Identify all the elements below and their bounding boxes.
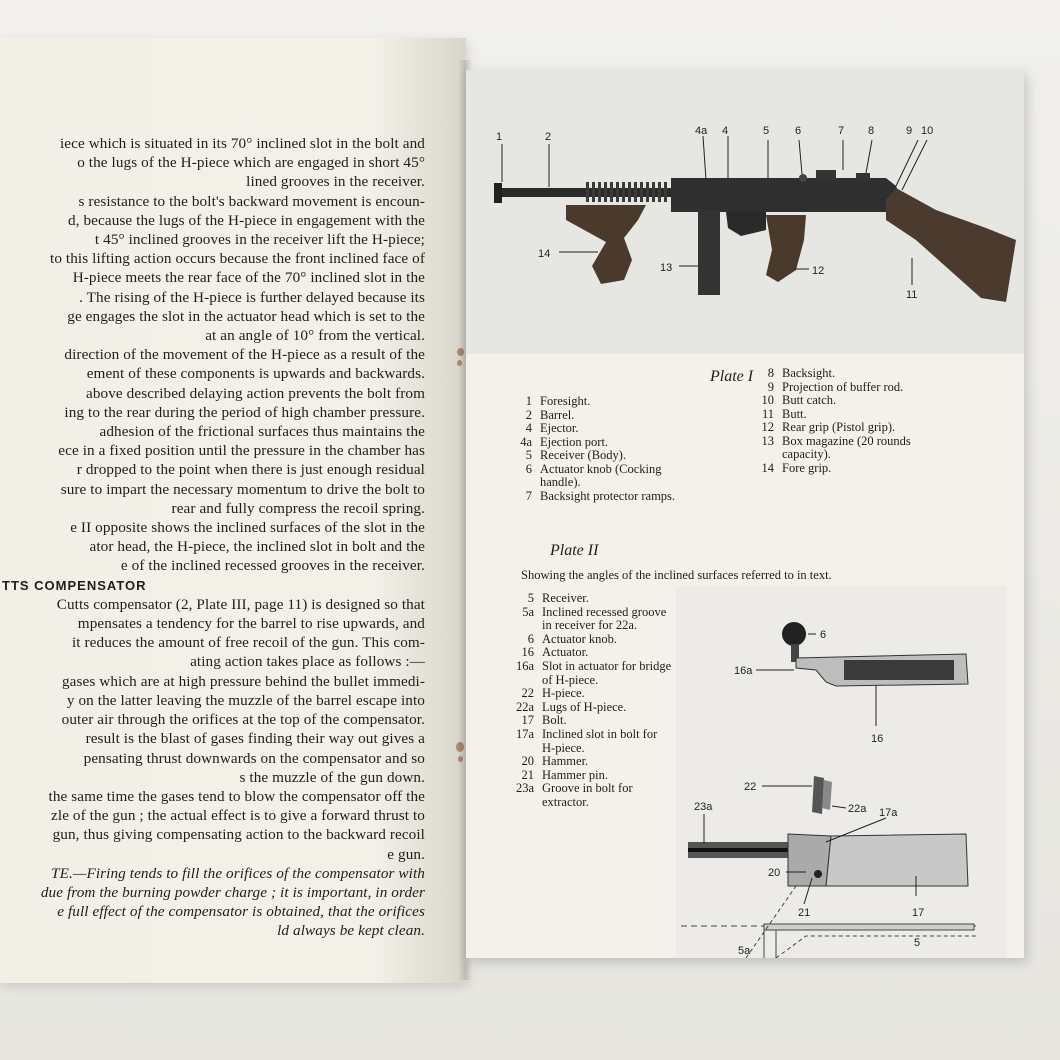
legend-number: 14 [761,460,774,475]
text-line: lined grooves in the receiver. [246,173,425,191]
plate-2-legend [506,591,672,810]
text-line: above described delaying action prevents the bolt from [86,384,425,402]
legend-number: 6 [525,461,532,476]
text-line: t 45° inclined grooves in the receiver lift the H-piece; [94,231,425,249]
text-line: Cutts compensator (2, Plate III, page 11) is designed so that [56,595,425,613]
legend-number: 2 [525,407,532,422]
diagram-callout-6: 6 [820,629,827,641]
text-line: e gun. [387,845,425,863]
legend-item [748,367,911,381]
legend-item [506,592,666,606]
legend-item [748,435,911,449]
photo-callout-7: 7 [838,125,845,137]
legend-number: 21 [521,767,534,782]
text-line: rear and fully compress the recoil spring. [171,499,425,517]
text-line: ece in a fixed position until the pressure in the chamber has [58,442,425,460]
legend-text: Inclined slot in bolt for H-piece. [542,726,658,755]
legend-item [748,408,911,422]
text-line: outer air through the orifices at the top of the compensator. [61,711,425,729]
legend-number: 11 [761,406,774,421]
diagram-callout-16a: 16a [734,665,753,677]
legend-item [506,769,666,783]
text-line: H-piece meets the rear face of the 70° inclined slot in the [72,269,425,287]
right-page [466,70,1024,958]
legend-text: Actuator. [542,645,589,660]
legend-number: 7 [525,488,532,503]
left-page [0,38,466,983]
diagram-callout-22a: 22a [848,803,867,815]
legend-number: 9 [767,379,774,394]
text-line: s the muzzle of the gun down. [239,768,425,786]
legend-number [506,476,540,490]
legend-text: H-piece. [542,686,585,701]
legend-number: 8 [767,366,774,380]
bolt-mechanism-diagram [676,586,1006,958]
text-line: to this lifting action occurs because the front inclined face of [50,250,425,268]
legend-item [506,714,666,728]
legend-item [506,728,666,755]
text-line: y on the latter leaving the muzzle of the barrel escape into [66,691,425,709]
legend-item [506,646,666,660]
legend-item [748,381,911,395]
photo-callout-10: 10 [921,125,934,137]
legend-item [506,755,666,769]
text-line: direction of the movement of the H-piece as a result of the [64,346,425,364]
legend-text: Ejector. [540,421,579,435]
text-line: TE.—Firing tends to fill the orifices of the compensator with [51,864,425,882]
legend-item [506,395,675,409]
diagram-callout-17: 17 [912,907,925,919]
text-line: ing to the rear during the period of high chamber pressure. [64,403,425,421]
legend-item [506,633,666,647]
text-line: r dropped to the point when there is just enough residual [76,461,425,479]
text-line: ge engages the slot in the actuator head which is set to the [67,307,425,325]
legend-item [506,658,672,687]
legend-text: Rear grip (Pistol grip). [782,420,896,434]
diagram-callout-22: 22 [744,781,757,793]
legend-text: Foresight. [540,394,591,408]
legend-text: Slot in actuator for bridge of H-piece. [542,658,672,687]
legend-number: 5a [522,604,534,619]
legend-item [748,462,911,476]
text-line: e II opposite shows the inclined surfaces of the slot in the [70,519,425,537]
text-line: zle of the gun ; the actual effect is to give a forward thrust to [51,807,425,825]
plate-1-title: Plate I [710,368,754,385]
legend-text: capacity). [782,447,831,461]
legend-number: 12 [761,420,774,434]
plate-1-legend-right [748,367,911,475]
legend-number: 17a [515,726,534,741]
photo-callout-13: 13 [660,262,673,274]
legend-text: Groove in bolt for extractor. [542,781,633,809]
photo-callout-2: 2 [545,131,552,143]
legend-text: Hammer pin. [542,767,608,782]
legend-text: Backsight protector ramps. [540,488,676,503]
plate-2-title: Plate II [550,542,599,559]
photo-callout-1: 1 [496,131,503,143]
text-line: iece which is situated in its 70° inclined slot in the bolt and [59,135,425,152]
diagram-callout-5a: 5a [738,945,751,957]
legend-number [748,448,782,462]
photo-callout-11: 11 [906,289,918,301]
text-line: due from the burning powder charge ; it is important, in order [40,883,425,901]
legend-text: Backsight. [782,366,836,380]
legend-number: 1 [525,394,532,408]
text-line: ator head, the H-piece, the inclined slot in bolt and the [89,538,425,556]
legend-item [748,394,911,408]
text-line: mpensates a tendency for the barrel to rise upwards, and [77,615,425,633]
left-page-body-text [0,134,425,941]
diagram-callout-20: 20 [768,867,781,879]
diagram-callout-21: 21 [798,907,811,919]
photo-callout-5: 5 [763,125,770,137]
legend-number: 16 [521,645,534,660]
legend-item [506,606,666,633]
text-line: . The rising of the H-piece is further delayed because its [79,288,425,306]
text-line: ating action takes place as follows :— [190,653,425,671]
legend-item [748,448,911,462]
text-line: gases which are at high pressure behind the bullet immedi- [61,672,425,690]
photo-callout-6: 6 [795,125,802,137]
photo-callout-4: 4 [722,125,729,137]
legend-item [506,701,666,715]
legend-item [506,422,675,436]
legend-item [506,476,675,490]
legend-text: Butt. [782,406,807,421]
legend-number: 5 [525,448,532,462]
legend-text: Inclined recessed groove in receiver for 22a. [542,604,667,633]
text-line: d, because the lugs of the H-piece in engagement with the [68,211,425,229]
text-line: sure to impart the necessary momentum to drive the bolt to [60,480,425,498]
legend-number: 10 [761,393,774,407]
photo-callout-4a: 4a [695,125,708,137]
legend-number: 22 [521,686,534,701]
legend-item [506,449,675,463]
diagram-callout-16: 16 [871,733,884,745]
legend-number: 20 [521,754,534,769]
diagram-callout-23a: 23a [694,801,713,813]
legend-text: Receiver (Body). [540,448,627,462]
text-line: gun, thus giving compensating action to the backward recoil [52,826,425,844]
legend-item [506,782,666,809]
legend-item [506,687,666,701]
legend-text: Box magazine (20 rounds [782,433,911,448]
legend-text: Projection of buffer rod. [782,379,904,394]
legend-item [748,421,911,435]
plate-2-caption: Showing the angles of the inclined surfaces referred to in text. [521,568,832,582]
legend-item [506,490,675,504]
legend-number: 6 [527,631,534,646]
photo-callout-14: 14 [538,248,551,260]
photo-callout-12: 12 [812,265,825,277]
text-line: pensating thrust downwards on the compensator and so [83,749,425,767]
legend-text: Actuator knob (Cocking [540,461,662,476]
legend-text: Bolt. [542,713,567,728]
photo-callout-9: 9 [906,125,913,137]
legend-number: 22a [515,699,534,714]
text-line: at an angle of 10° from the vertical. [205,327,425,345]
legend-text: Fore grip. [782,460,832,475]
diagram-callout-17a: 17a [879,807,898,819]
legend-text: Barrel. [540,407,575,422]
text-line: o the lugs of the H-piece which are engaged in short 45° [77,154,425,172]
text-line: the same time the gases tend to blow the compensator off the [48,787,425,805]
legend-number: 16a [515,658,534,673]
plate-2-diagram [676,586,1006,958]
text-line: e full effect of the compensator is obtained, that the orifices [57,903,425,921]
section-heading: TTS COMPENSATOR [2,577,147,593]
submachine-gun-illustration [466,70,1024,354]
legend-text: Butt catch. [782,393,837,407]
legend-number: 23a [515,781,534,796]
legend-text: Ejection port. [540,434,609,449]
text-line: s resistance to the bolt's backward movement is encoun- [78,192,425,210]
plate-1-legend-left [506,395,675,503]
legend-number: 13 [761,433,774,448]
plate-1-photograph [466,70,1024,354]
text-line: result is the blast of gases finding their way out gives a [85,730,425,748]
legend-number: 5 [527,591,534,605]
legend-text: Actuator knob. [542,631,617,646]
legend-text: Hammer. [542,754,589,769]
text-line: adhesion of the frictional surfaces thus maintains the [99,423,425,441]
legend-number: 4 [525,421,532,435]
legend-item [506,409,675,423]
photo-callout-8: 8 [868,125,875,137]
text-line: ld always be kept clean. [277,922,425,940]
legend-number: 4a [520,434,532,449]
text-line: it reduces the amount of free recoil of the gun. This com- [71,634,425,652]
diagram-callout-5: 5 [914,937,921,949]
legend-item [506,436,675,450]
legend-text: Lugs of H-piece. [542,699,627,714]
text-line: e of the inclined recessed grooves in the receiver. [120,557,425,575]
text-line: ement of these components is upwards and backwards. [86,365,425,383]
legend-number: 17 [521,713,534,728]
legend-text: handle). [540,475,581,489]
legend-text: Receiver. [542,591,589,605]
legend-item [506,463,675,477]
